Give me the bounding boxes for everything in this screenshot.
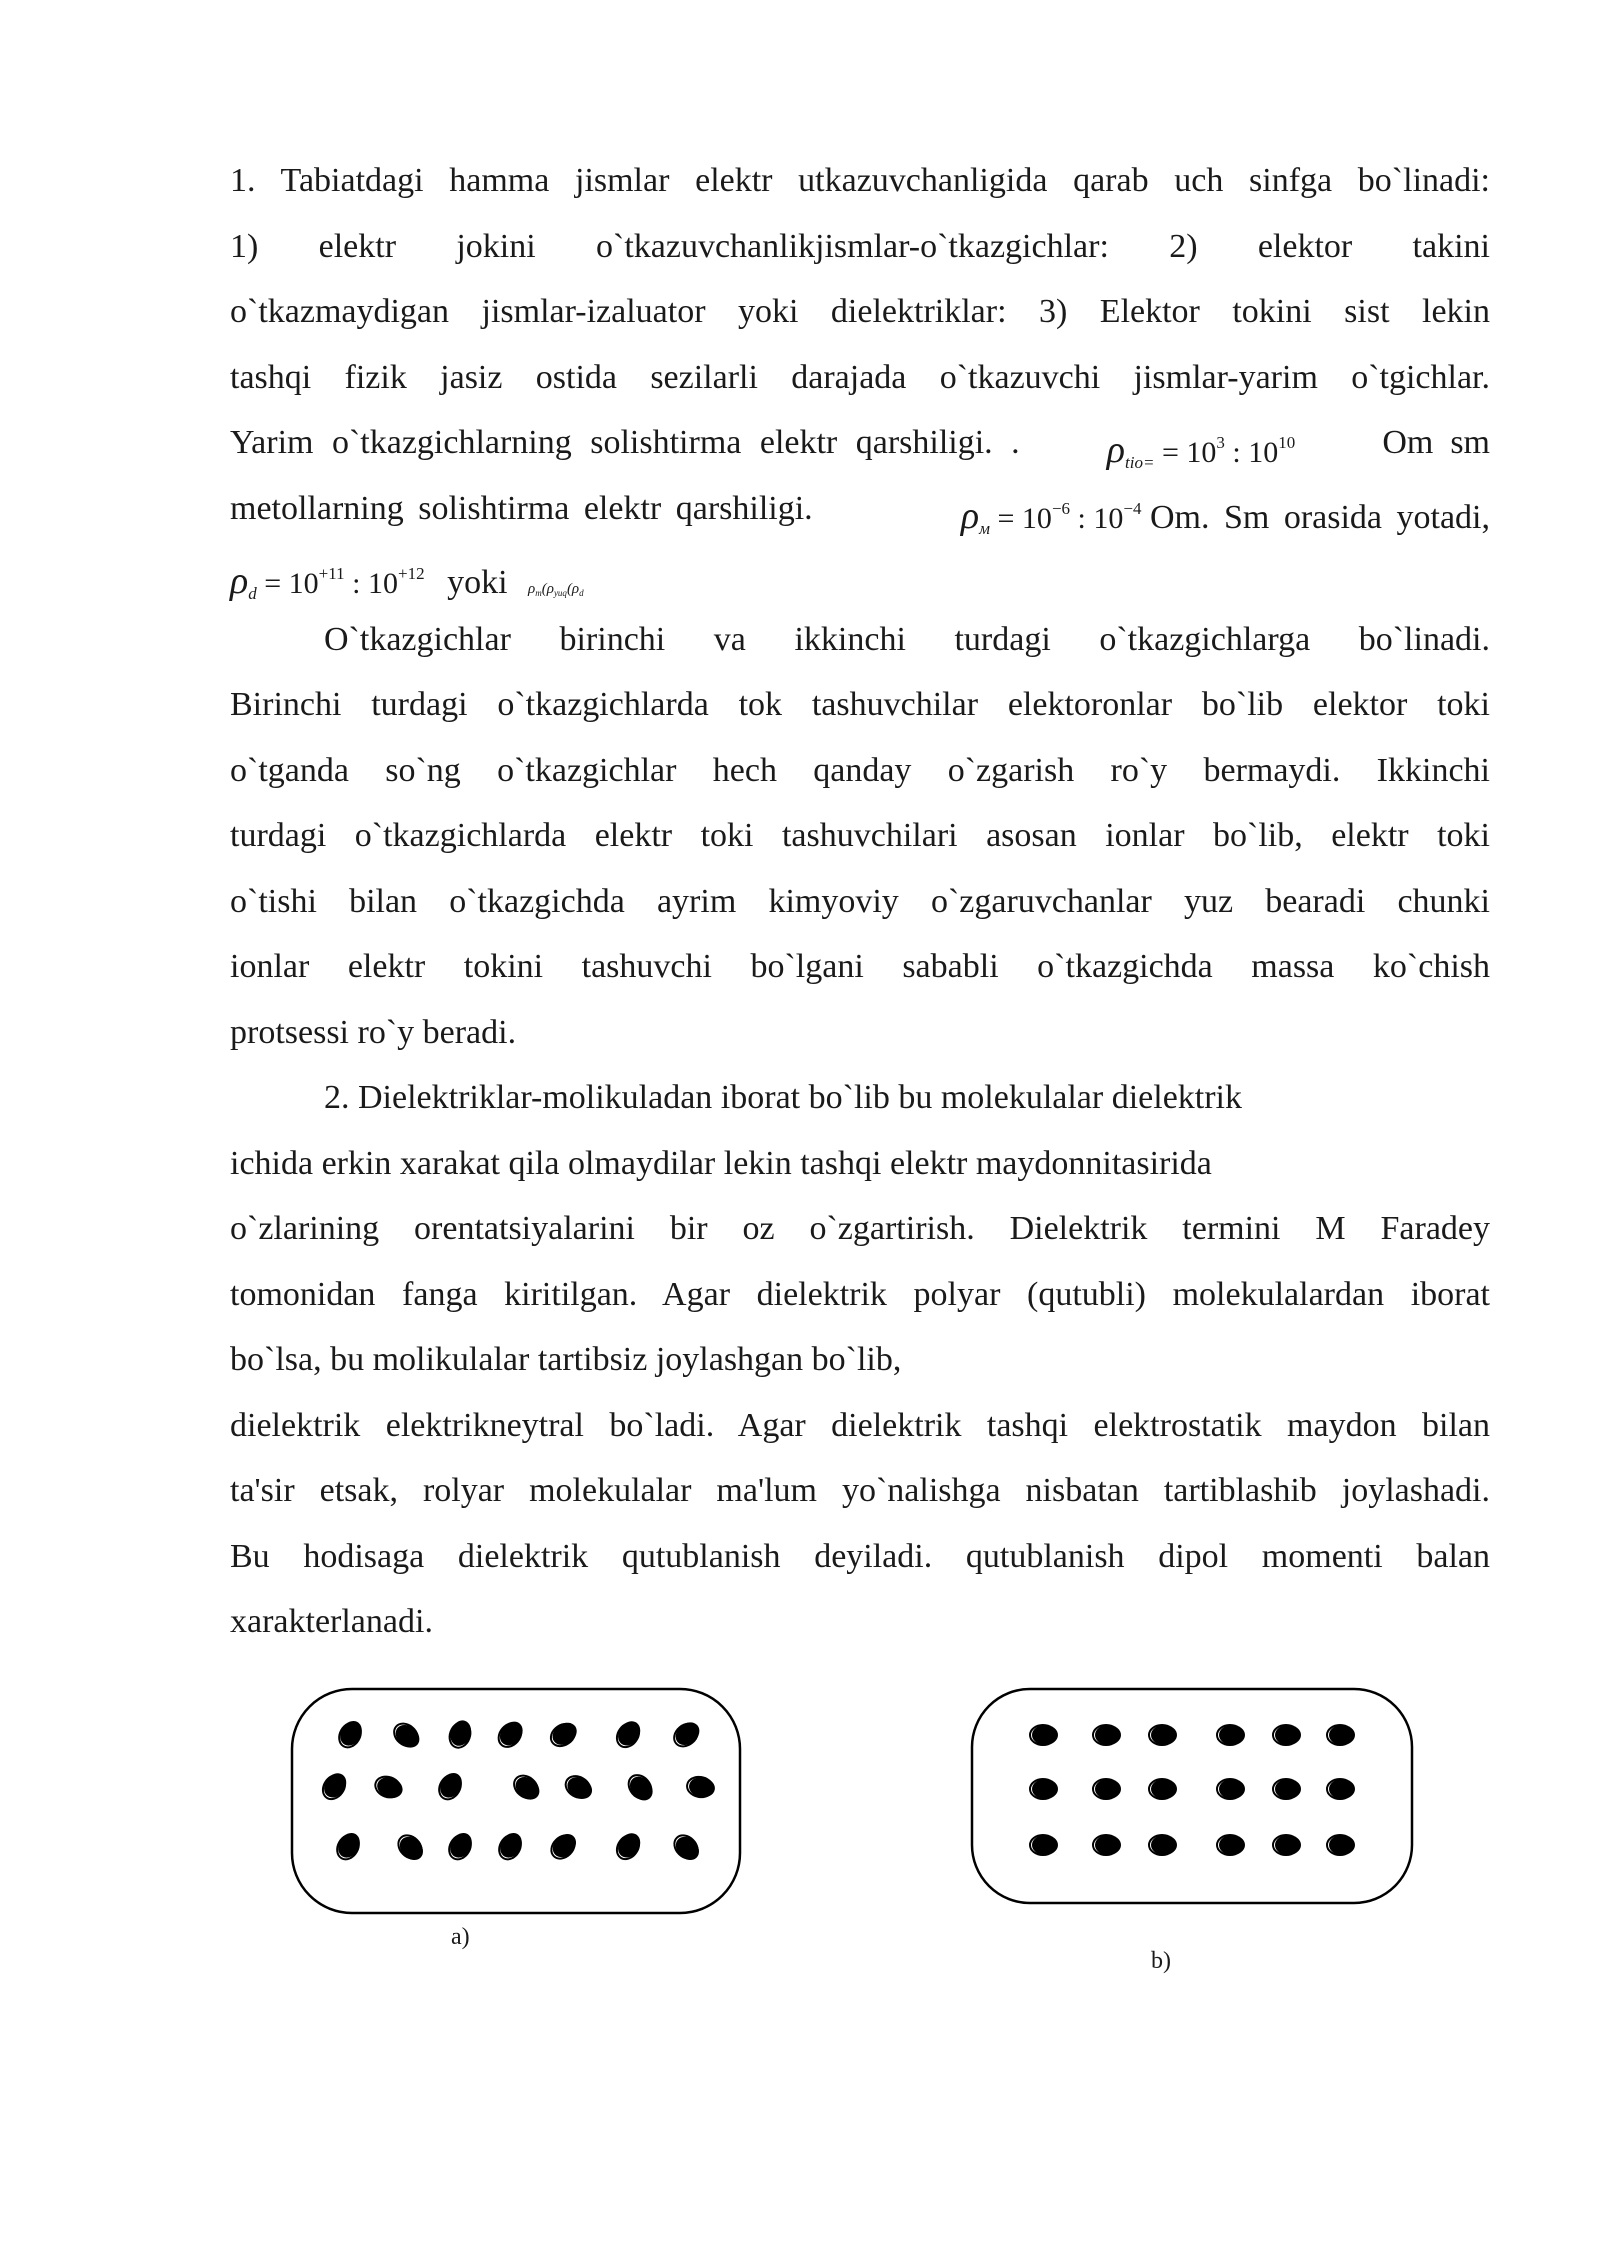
- dipole-molecule: [612, 1717, 644, 1751]
- resistivity-dielectric-formula: $\rho_d = 10^{+11}$ : $10^{+12}$: [230, 560, 425, 603]
- figure-b-aligned-dipoles: [968, 1685, 1416, 1907]
- resistivity-semiconductor-formula: $\rho_{tio=} = 10^3$ : $10^{10}$: [1106, 429, 1296, 472]
- dipole-molecule: [318, 1769, 350, 1803]
- p2-line3: o`tganda so`ng o`tkazgichlar hech qanday o`zgarish ro`y bermaydi. Ikkinchi: [230, 751, 1490, 789]
- dipole-molecule: [1273, 1835, 1301, 1855]
- p2-line5: o`tishi bilan o`tkazgichda ayrim kimyoviy o`zgaruvchanlar yuz bearadi chunki: [230, 882, 1490, 920]
- p3-line9: xarakterlanadi.: [230, 1603, 433, 1640]
- dipole-molecule: [1093, 1725, 1121, 1745]
- dipole-molecule: [1149, 1725, 1177, 1745]
- dipole-molecule: [547, 1718, 581, 1750]
- p1-line2: 1) elektr jokini o`tkazuvchanlikjismlar-o`tkazgichlar: 2) elektor takini: [230, 227, 1490, 265]
- p3-line7: ta'sir etsak, rolyar molekulalar ma'lum yo`nalishga nisbatan tartiblashib joylashadi.: [230, 1472, 1490, 1509]
- dipole-molecule: [1327, 1835, 1355, 1855]
- p2-line2: Birinchi turdagi o`tkazgichlarda tok tashuvchilar elektoronlar bo`lib elektor toki: [230, 686, 1490, 723]
- p1-line6-unit: Om. Sm orasida yotadi,: [1149, 498, 1490, 536]
- p1-line5-unit: Om sm: [1382, 424, 1490, 461]
- dipole-molecule: [494, 1717, 527, 1751]
- dipole-molecule: [510, 1771, 544, 1804]
- p2-line6: ionlar elektr tokini tashuvchi bo`lgani sababli o`tkazgichda massa ko`chish: [230, 948, 1490, 985]
- p1-line4: tashqi fizik jasiz ostida sezilarli darajada o`tkazuvchi jismlar-yarim o`tgichlar.: [230, 358, 1490, 396]
- p1-line7-yoki: yoki: [447, 564, 508, 601]
- resistivity-comparison-formula: $\rho_m(\rho_{yuq}(\rho_d$: [528, 581, 584, 598]
- p2-line7: protsessi ro`y beradi.: [230, 1013, 517, 1051]
- p2-line1: O`tkazgichlar birinchi va ikkinchi turdagi o`tkazgichlarga bo`linadi.: [324, 620, 1490, 658]
- figure-a-dipoles: [318, 1717, 716, 1865]
- dipole-molecule: [1093, 1835, 1121, 1855]
- figure-b-dipoles: [1030, 1725, 1355, 1855]
- dipole-molecule: [1149, 1835, 1177, 1855]
- p1-line5: [230, 410, 1490, 476]
- dipole-molecule: [547, 1829, 581, 1863]
- p3-line6: dielektrik elektrikneytral bo`ladi. Agar dielektrik tashqi elektrostatik maydon bilan: [230, 1406, 1490, 1444]
- dipole-molecule: [333, 1829, 364, 1863]
- dipole-molecule: [372, 1773, 405, 1801]
- dipole-molecule: [390, 1719, 424, 1752]
- resistivity-metal-formula: $\rho_м = 10^{-6}$ : $10^{-4}$: [960, 494, 1142, 538]
- dipole-molecule: [612, 1829, 644, 1863]
- dipole-molecule: [1149, 1779, 1177, 1799]
- dipole-molecule: [445, 1829, 476, 1863]
- p3-line2: ichida erkin xarakat qila olmaydilar lekin tashqi elektr maydonnitasirida: [230, 1144, 1212, 1182]
- p1-line6: [230, 476, 1490, 542]
- dipole-molecule: [1217, 1725, 1245, 1745]
- p3-line4: tomonidan fanga kiritilgan. Agar dielektrik polyar (qutubli) molekulalardan iborat: [230, 1275, 1490, 1313]
- p1-line3: o`tkazmaydigan jismlar-izaluator yoki dielektriklar: 3) Elektor tokini sist lekin: [230, 293, 1490, 330]
- p1-line1: 1. Tabiatdagi hamma jismlar elektr utkazuvchanligida qarab uch sinfga bo`linadi:: [230, 162, 1490, 199]
- p2-line4: turdagi o`tkazgichlarda elektr toki tashuvchilari asosan ionlar bo`lib, elektr toki: [230, 817, 1490, 854]
- dipole-molecule: [1217, 1835, 1245, 1855]
- p1-line7: [230, 541, 1490, 607]
- p3-line1: 2. Dielektriklar-molikuladan iborat bo`lib bu molekulalar dielektrik: [324, 1079, 1242, 1116]
- dipole-molecule: [446, 1717, 474, 1750]
- document-body: [230, 148, 1490, 1655]
- dipole-molecule: [1030, 1835, 1058, 1855]
- figure-a-caption: a): [451, 1924, 470, 1950]
- dipole-molecule: [685, 1775, 716, 1800]
- dipole-molecule: [624, 1771, 657, 1805]
- dipole-molecule: [1273, 1725, 1301, 1745]
- dipole-molecule: [495, 1829, 526, 1863]
- p3-line5: bo`lsa, bu molikulalar tartibsiz joylashgan bo`lib,: [230, 1341, 902, 1378]
- dipole-molecule: [1273, 1779, 1301, 1799]
- dipole-molecule: [1093, 1779, 1121, 1799]
- dipole-molecule: [562, 1772, 596, 1803]
- dipole-molecule: [670, 1718, 704, 1751]
- p1-line6-text: metollarning solishtirma elektr qarshiligi.: [230, 489, 813, 527]
- dipole-molecule: [1327, 1779, 1355, 1799]
- dipole-molecule: [670, 1831, 704, 1865]
- p3-line3: o`zlarining orentatsiyalarini bir oz o`zgartirish. Dielektrik termini M Faradey: [230, 1210, 1490, 1247]
- dipole-molecule: [394, 1831, 428, 1865]
- dipole-molecule: [1217, 1779, 1245, 1799]
- figure-b-caption: b): [1151, 1948, 1171, 1974]
- figure-a-random-dipoles: [288, 1685, 744, 1917]
- p3-line8: Bu hodisaga dielektrik qutublanish deyiladi. qutublanish dipol momenti balan: [230, 1537, 1490, 1575]
- dipole-molecule: [1327, 1725, 1355, 1745]
- p1-line6-right: [961, 476, 1490, 542]
- dipole-molecule: [435, 1769, 466, 1803]
- dipole-molecule: [335, 1717, 366, 1751]
- dipole-molecule: [1030, 1779, 1058, 1799]
- dipole-molecule: [1030, 1725, 1058, 1745]
- p1-line5-text: Yarim o`tkazgichlarning solishtirma elektr qarshiligi. .: [230, 424, 1020, 461]
